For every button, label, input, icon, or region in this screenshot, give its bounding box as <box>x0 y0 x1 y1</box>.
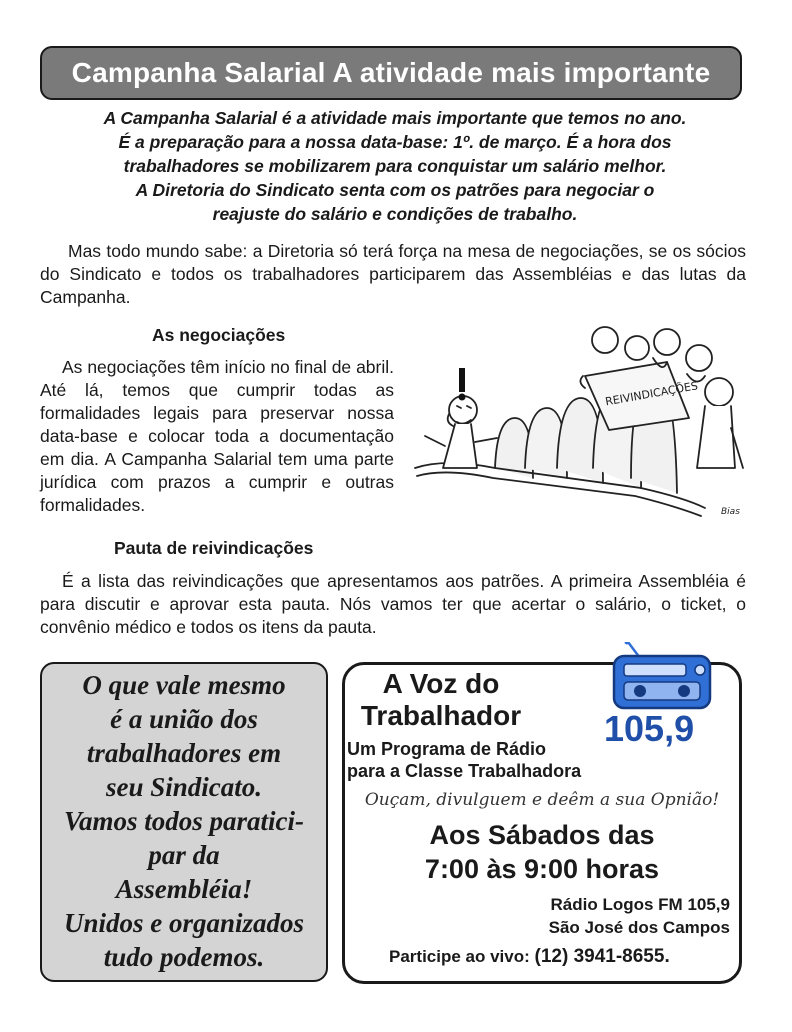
scroll-label: REIVINDICAÇÕES <box>604 379 699 409</box>
intro-line: A Diretoria do Sindicato senta com os patrões para negociar o <box>135 180 655 200</box>
heading-pauta: Pauta de reivindicações <box>114 538 314 558</box>
schedule-line1: Aos Sábados das <box>429 820 655 850</box>
participe-label: Participe ao vivo: <box>389 947 530 966</box>
intro-block <box>40 106 750 226</box>
cartoon-illustration <box>405 318 750 528</box>
paragraph-negociacoes: As negociações têm início no final de abril. Até lá, temos que cumprir todas as formalidades legais para preservar nossa data-base e colocar toda a documentação em dia. A Campanha Salarial tem uma parte jurídica com prazos a cumprir e outras formalidades. <box>40 357 394 515</box>
radio-title-line1: A Voz do <box>382 668 500 699</box>
participe-line <box>389 946 670 968</box>
program-schedule <box>342 818 742 886</box>
paragraph-intro: Mas todo mundo sabe: a Diretoria só terá força na mesa de negociações, se os sócios do Sindicato e todos os trabalhadores participarem das Assembléias e das lutas da Campanha. <box>40 241 746 307</box>
quote-line: Unidos e organizados <box>63 908 305 938</box>
cartoon-signature: Bias <box>721 507 740 517</box>
quote-line: Assembléia! <box>115 874 253 904</box>
quote-line: par da <box>148 840 220 870</box>
program-subtitle <box>347 738 581 782</box>
quote-line: é a união dos <box>110 704 258 734</box>
phone-number: (12) 3941-8655. <box>534 946 670 967</box>
radio-title-line2: Trabalhador <box>360 700 522 731</box>
quote-line: tudo podemos. <box>103 942 265 972</box>
program-subtitle-line1: Um Programa de Rádio <box>347 739 547 759</box>
program-subtitle-line2: para a Classe Trabalhadora <box>347 761 582 781</box>
quote-line: seu Sindicato. <box>105 772 263 802</box>
intro-line: reajuste do salário e condições de trabalho. <box>212 204 578 224</box>
station-city: São José dos Campos <box>548 918 730 937</box>
quote-line: Vamos todos paratici- <box>63 806 305 836</box>
union-quote <box>42 664 326 974</box>
paragraph-pauta: É a lista das reivindicações que apresentamos aos patrões. A primeira Assembléia é para discutir e aprovar esta pauta. Nós vamos ter que acertar o salário, o ticket, o convênio médico e todos os itens da pauta. <box>40 571 746 637</box>
quote-line: O que vale mesmo <box>82 670 286 700</box>
intro-line: A Campanha Salarial é a atividade mais importante que temos no ano. <box>103 108 687 128</box>
radio-frequency: 105,9 <box>604 708 695 749</box>
heading-negociacoes: As negociações <box>152 325 286 345</box>
schedule-line2: 7:00 às 9:00 horas <box>424 854 660 884</box>
radio-program-title <box>342 668 540 732</box>
station-info <box>549 893 730 939</box>
page-title: Campanha Salarial A atividade mais importante <box>71 57 711 88</box>
intro-line: É a preparação para a nossa data-base: 1º. de março. É a hora dos <box>118 132 672 152</box>
quote-line: trabalhadores em <box>86 738 282 768</box>
union-quote-box <box>40 662 328 982</box>
radio-icon <box>610 642 714 716</box>
title-banner <box>40 46 742 100</box>
station-name: Rádio Logos FM 105,9 <box>550 895 730 914</box>
program-tagline: Ouçam, divulguem e deêm a sua Opnião! <box>364 790 720 810</box>
intro-line: trabalhadores se mobilizarem para conquistar um salário melhor. <box>123 156 667 176</box>
